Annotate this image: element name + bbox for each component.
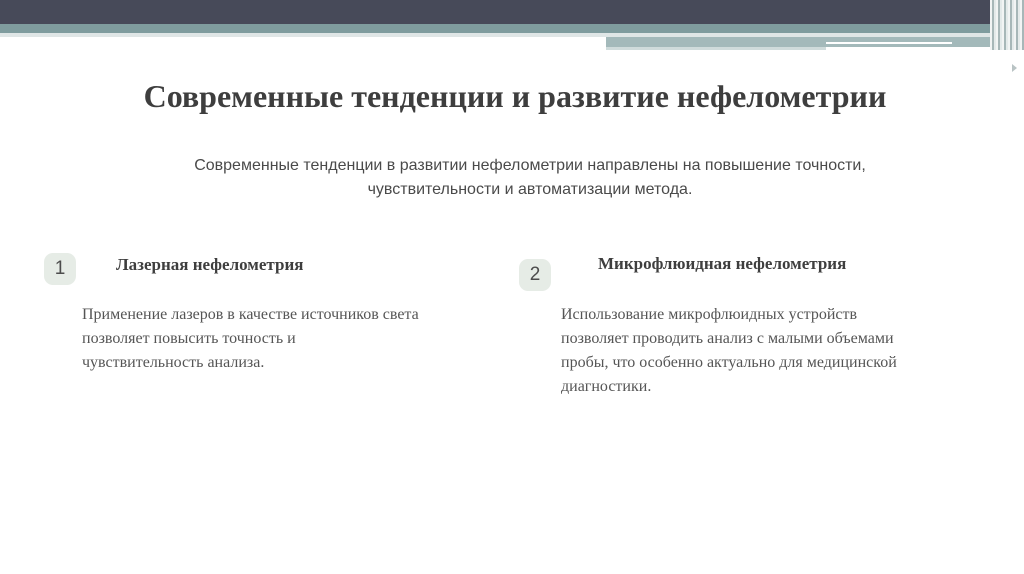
item-heading-microfluidic: Микрофлюидная нефелометрия <box>598 254 847 273</box>
number-badge-2: 2 <box>519 259 551 291</box>
top-teal-bar <box>0 24 1024 33</box>
corner-stripes <box>990 0 1024 50</box>
subtitle-line: Современные тенденции в развитии нефелометрии направлены на повышение точности, <box>194 157 866 174</box>
text-line: Использование микрофлюидных устройств <box>561 306 858 323</box>
text-line: диагностики. <box>561 378 652 395</box>
subtitle-line: чувствительности и автоматизации метода. <box>367 181 693 198</box>
decorative-ribbon <box>606 37 1024 47</box>
text-line: чувствительность анализа. <box>82 354 265 371</box>
item-text-microfluidic <box>561 303 981 399</box>
decorative-ribbon-thin <box>606 47 826 50</box>
number-badge-1: 1 <box>44 253 76 285</box>
decorative-ribbon-highlight <box>826 42 952 44</box>
item-heading-laser: Лазерная нефелометрия <box>116 255 304 274</box>
text-line: позволяет повысить точность и <box>82 330 296 347</box>
item-text-laser <box>82 303 502 375</box>
top-dark-bar <box>0 0 1024 24</box>
slide-subtitle <box>110 154 950 202</box>
text-line: пробы, что особенно актуально для медицинской <box>561 354 897 371</box>
corner-arrow-icon <box>1012 64 1017 72</box>
text-line: Применение лазеров в качестве источников света <box>82 306 419 323</box>
text-line: позволяет проводить анализ с малыми объемами <box>561 330 894 347</box>
slide-title: Современные тенденции и развитие нефелометрии <box>143 78 887 114</box>
